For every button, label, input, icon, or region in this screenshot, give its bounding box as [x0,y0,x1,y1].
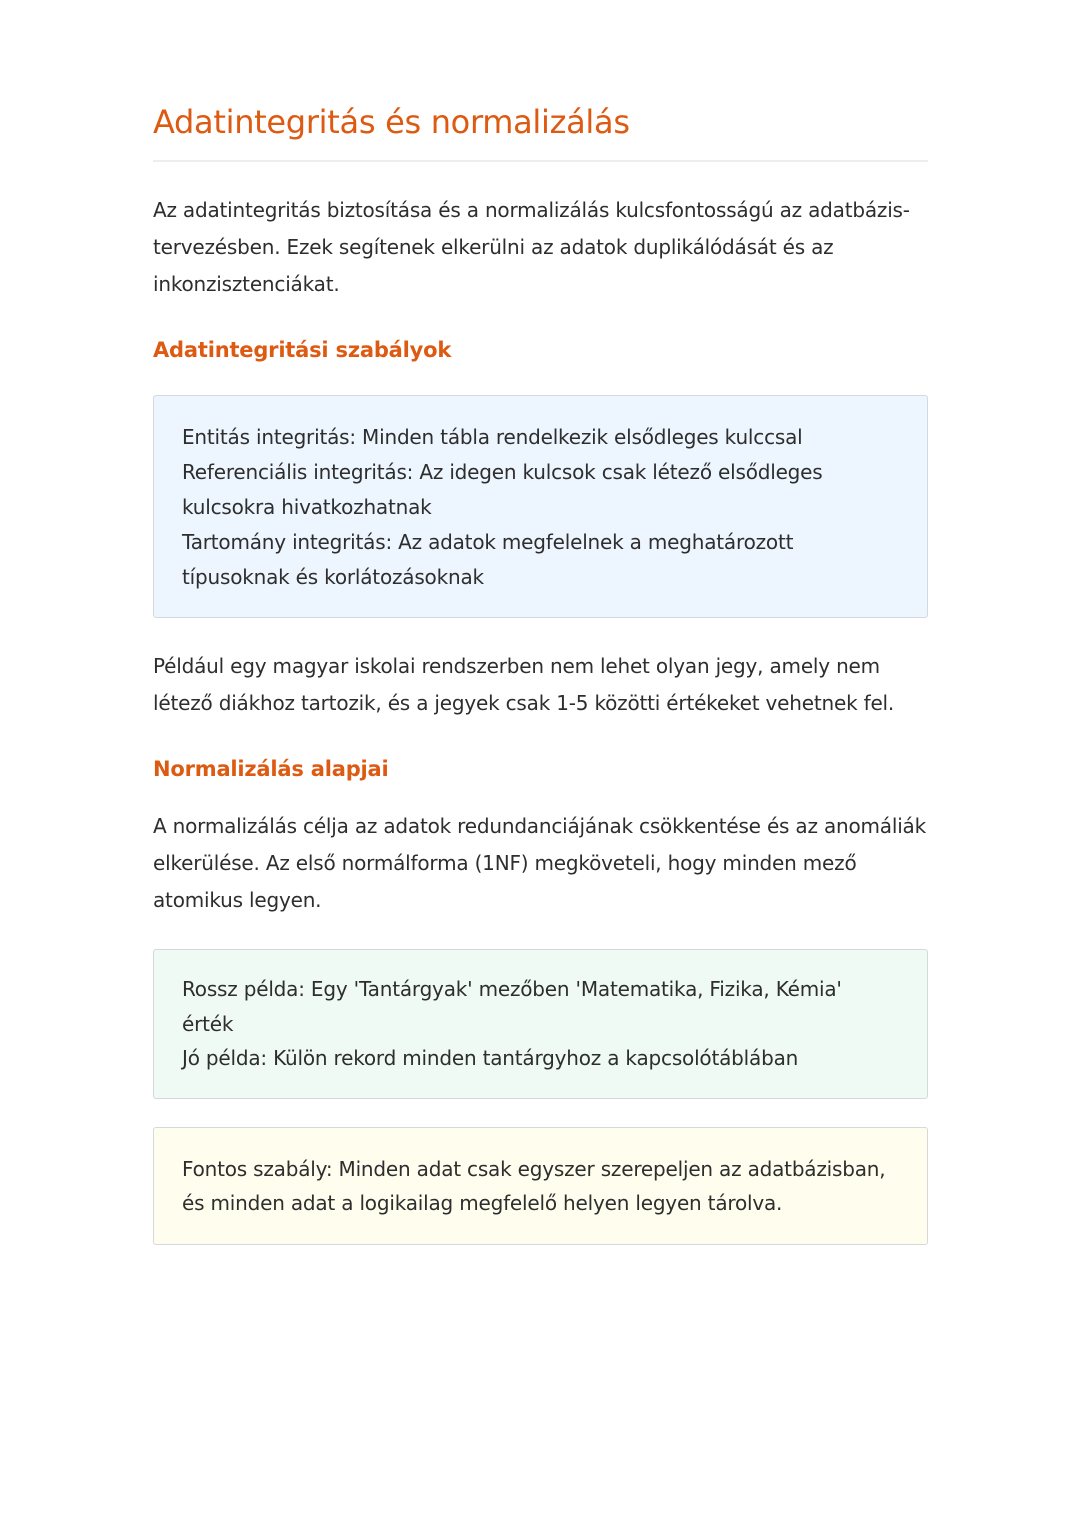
document-page [153,100,928,1245]
example-paragraph: Például egy magyar iskolai rendszerben nem lehet olyan jegy, amely nem létező diákhoz tartozik, és a jegyek csak 1-5 közötti értékeket vehetnek fel. [153,654,895,715]
important-rule-text: Fontos szabály: Minden adat csak egyszer szerepeljen az adatbázisban, és minden adat a logikailag megfelelő helyen legyen tárolva. [182,1156,886,1215]
rule-referential-integrity: Referenciális integritás: Az idegen kulcsok csak létező elsődleges kulcsokra hivatkozhatnak [182,460,823,519]
section-heading-normalization: Normalizálás alapjai [153,757,389,781]
rule-domain-integrity: Tartomány integritás: Az adatok megfelelnek a meghatározott típusoknak és korlátozásoknak [182,530,794,589]
rule-entity-integrity: Entitás integritás: Minden tábla rendelkezik elsődleges kulccsal [182,425,803,449]
good-example: Jó példa: Külön rekord minden tantárgyhoz a kapcsolótáblában [182,1046,799,1070]
bad-example: Rossz példa: Egy 'Tantárgyak' mezőben 'Matematika, Fizika, Kémia' érték [182,977,842,1036]
page-title: Adatintegritás és normalizálás [153,100,928,162]
normalization-examples-box [153,949,928,1099]
integrity-rules-box [153,395,928,618]
intro-paragraph: Az adatintegritás biztosítása és a normalizálás kulcsfontosságú az adatbázis-tervezésben. Ezek segítenek elkerülni az adatok duplikálódását és az inkonzisztenciákat. [153,198,910,296]
section-heading-integrity-rules: Adatintegritási szabályok [153,338,452,362]
important-rule-box [153,1127,928,1245]
normalization-paragraph: A normalizálás célja az adatok redundanciájának csökkentése és az anomáliák elkerülése. Az első normálforma (1NF) megköveteli, hogy minden mező atomikus legyen. [153,814,926,912]
